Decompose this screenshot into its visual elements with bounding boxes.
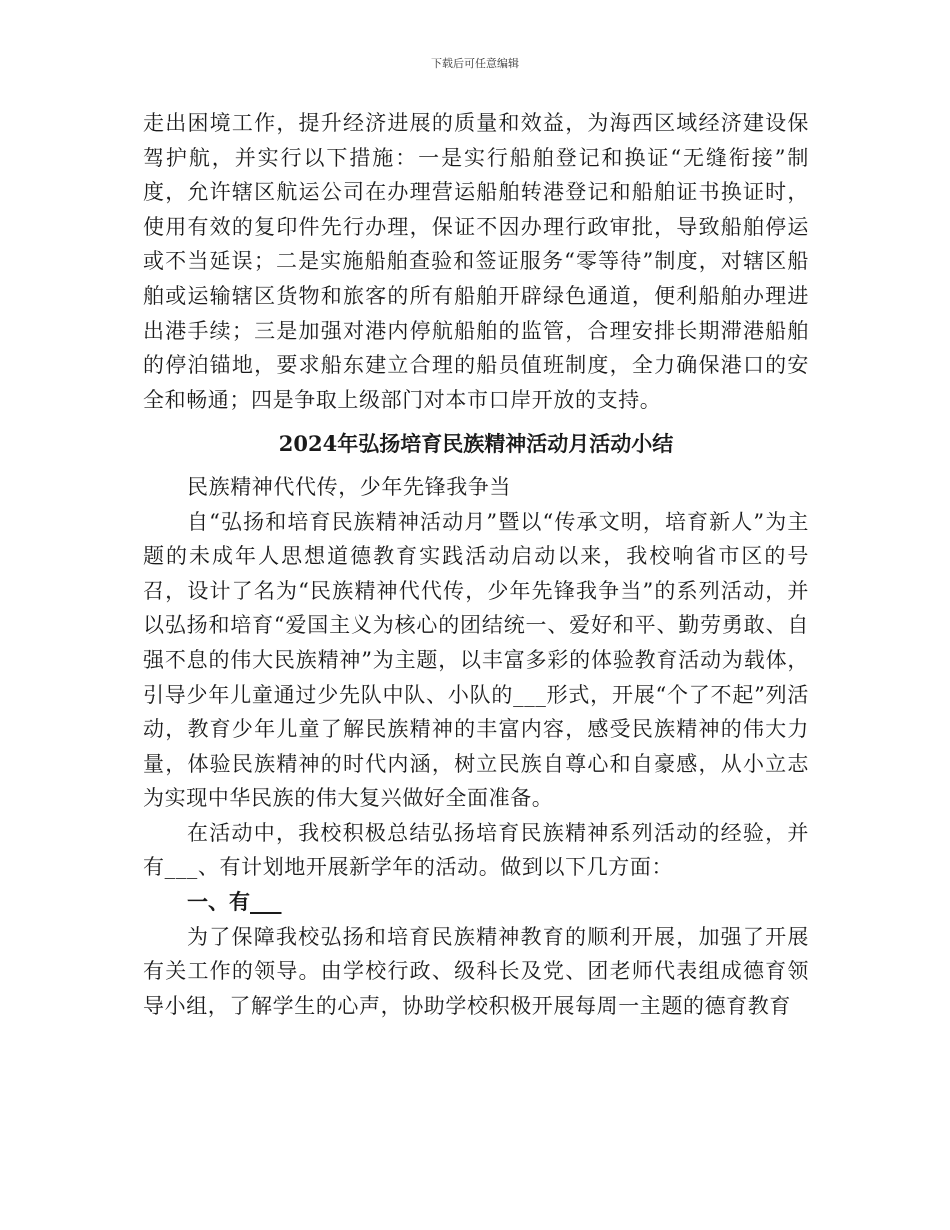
slogan-paragraph: 民族精神代代传，少年先锋我争当: [187, 474, 511, 499]
document-title: 2024年弘扬培育民族精神活动月活动小结: [278, 431, 674, 457]
page-header-note: 下载后可任意编辑: [431, 57, 519, 70]
section-heading-1: 一、有___: [187, 889, 282, 915]
intro-paragraph: 自“弘扬和培育民族精神活动月”暨以“传承文明，培育新人”为主题的未成年人思想道德教育实践活动启动以来，我校响省市区的号召，设计了名为“民族精神代代传，少年先锋我争当”的系列活动，并以弘扬和培育“爱国主义为核心的团结统一、爱好和平、勤劳勇敢、自强不息的伟大民族精神”为主题，以丰富多彩的体验教育活动为载体，引导少年儿童通过少先队中队、小队的___形式，开展“个了不起”列活动，教育少年儿童了解民族精神的丰富内容，感受民族精神的伟大力量，体验民族精神的时代内涵，树立民族自尊心和自豪感，从小立志为实现中华民族的伟大复兴做好全面准备。: [143, 509, 809, 811]
paragraph-continued: 走出困境工作，提升经济进展的质量和效益，为海西区域经济建设保驾护航，并实行以下措施：一是实行船舶登记和换证“无缝衔接”制度，允许辖区航运公司在办理营运船舶转港登记和船舶证书换证时，使用有效的复印件先行办理，保证不因办理行政审批，导致船舶停运或不当延误；二是实施船舶查验和签证服务“零等待”制度，对辖区船舶或运输辖区货物和旅客的所有船舶开辟绿色通道，便利船舶办理进出港手续；三是加强对港内停航船舶的监管，合理安排长期滞港船舶的停泊锚地，要求船东建立合理的船员值班制度，全力确保港口的安全和畅通；四是争取上级部门对本市口岸开放的支持。: [143, 111, 809, 412]
document-body: [143, 106, 809, 1023]
summary-paragraph: 在活动中，我校积极总结弘扬培育民族精神系列活动的经验，并有___、有计划地开展新学年的活动。做到以下几方面：: [143, 820, 809, 880]
section-1-paragraph: 为了保障我校弘扬和培育民族精神教育的顺利开展，加强了开展有关工作的领导。由学校行政、级科长及党、团老师代表组成德育领导小组，了解学生的心声，协助学校积极开展每周一主题的德育教育: [143, 924, 809, 1018]
